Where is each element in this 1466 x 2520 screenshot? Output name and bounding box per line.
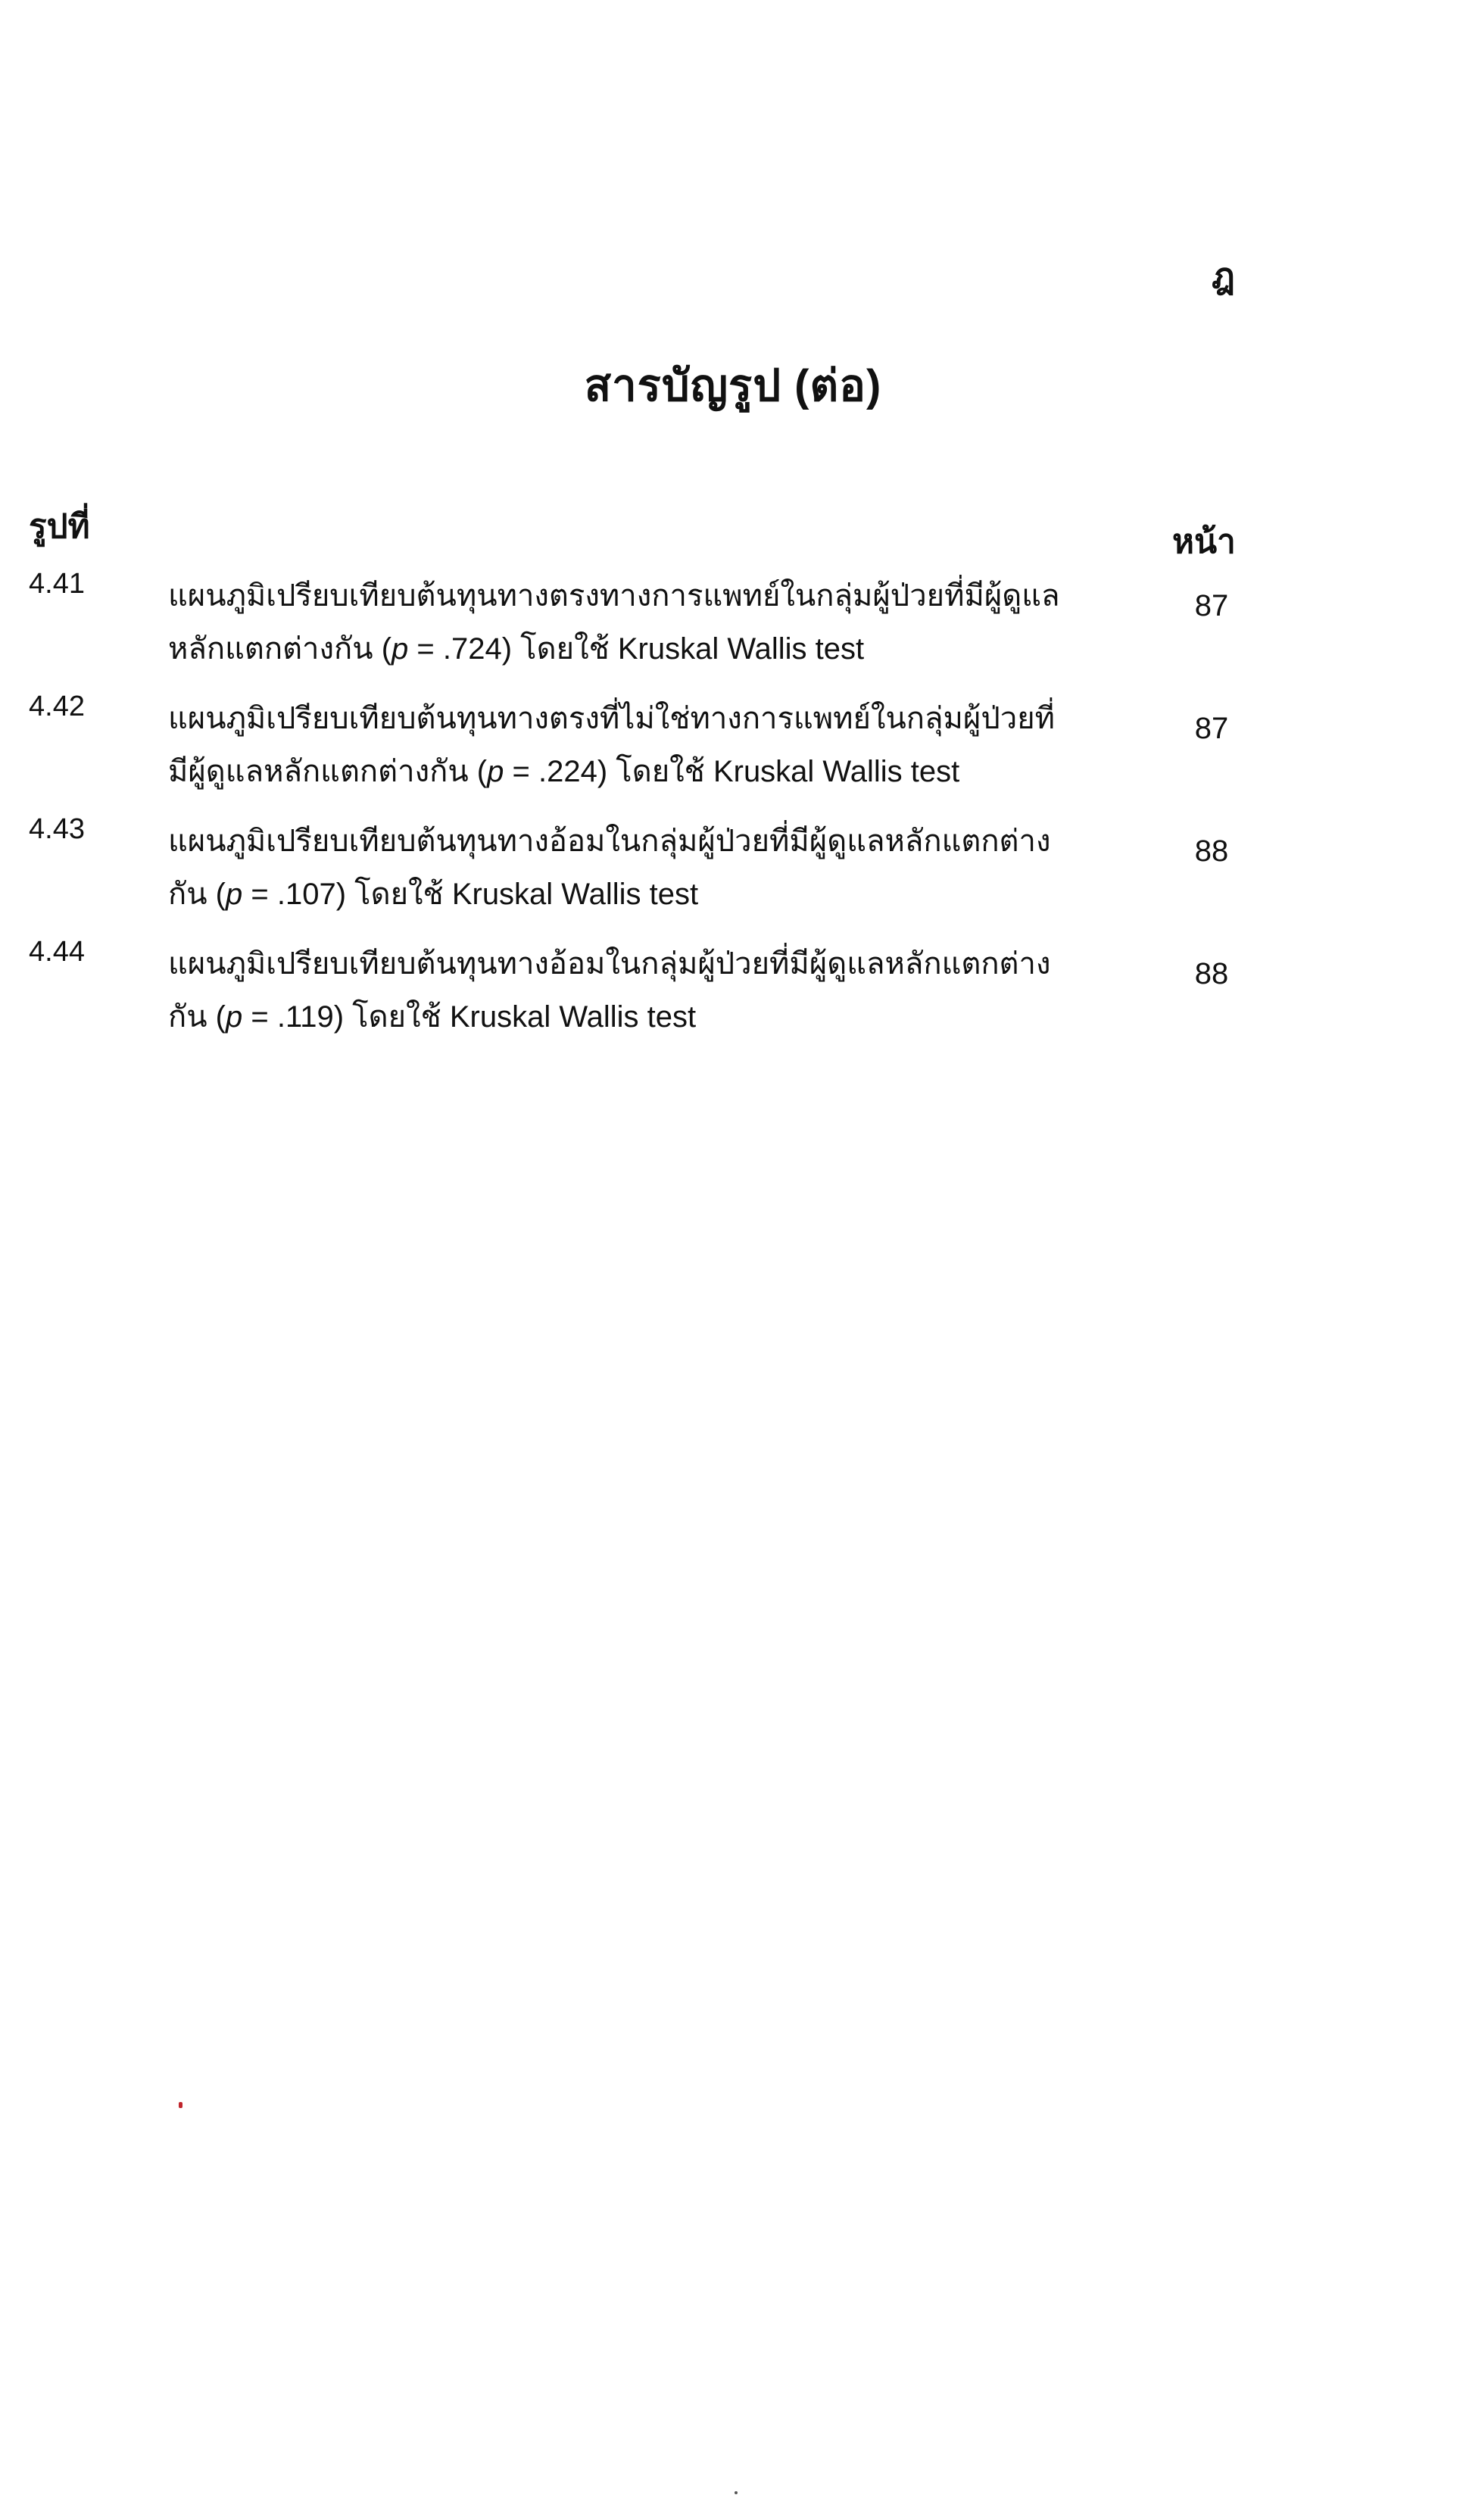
page-number: 87 [1194, 589, 1229, 622]
caption-line-1: แผนภูมิเปรียบเทียบต้นทุนทางอ้อมในกลุ่มผู้ป่วยที่มีผู้ดูแลหลักแตกต่าง [168, 825, 1051, 858]
p-symbol: p [226, 1000, 243, 1034]
p-symbol: p [226, 878, 243, 911]
toc-entry [0, 569, 1466, 692]
toc-entry [0, 692, 1466, 815]
caption-line-1: แผนภูมิเปรียบเทียบต้นทุนทางอ้อมในกลุ่มผู้ป่วยที่มีผู้ดูแลหลักแตกต่าง [168, 947, 1051, 981]
caption-line-2-end: = .119) โดยใช้ Kruskal Wallis test [242, 1000, 697, 1034]
figure-caption [168, 815, 1145, 921]
figure-caption [168, 937, 1145, 1043]
p-symbol: p [487, 755, 504, 788]
toc-entry [0, 937, 1466, 1060]
toc-entry [0, 815, 1466, 937]
page-title: สารบัญรูป (ต่อ) [584, 361, 882, 410]
caption-line-2-end: = .724) โดยใช้ Kruskal Wallis test [408, 632, 865, 666]
figure-number: 4.44 [29, 936, 85, 968]
caption-line-2-start: กัน ( [168, 878, 226, 911]
column-header-page: หน้า [1172, 523, 1236, 560]
scan-speck-gray [735, 2491, 738, 2494]
caption-line-1: แผนภูมิเปรียบเทียบต้นทุนทางตรงที่ไม่ใช่ทางการแพทย์ในกลุ่มผู้ป่วยที่ [168, 702, 1055, 735]
figure-caption [168, 692, 1145, 798]
figure-caption [168, 569, 1145, 675]
caption-line-2-start: หลักแตกต่างกัน ( [168, 632, 392, 666]
scan-speck-red [179, 2102, 182, 2108]
caption-line-2-end: = .107) โดยใช้ Kruskal Wallis test [242, 878, 699, 911]
caption-line-1: แผนภูมิเปรียบเทียบต้นทุนทางตรงทางการแพทย์ในกลุ่มผู้ป่วยที่มีผู้ดูแล [168, 579, 1060, 613]
toc-list [0, 569, 1466, 1060]
page-number: 87 [1194, 712, 1229, 745]
page-number: 88 [1194, 957, 1229, 990]
figure-number: 4.43 [29, 813, 85, 845]
column-header-figure: รูปที่ [29, 508, 90, 545]
caption-line-2-start: มีผู้ดูแลหลักแตกต่างกัน ( [168, 755, 488, 788]
caption-line-2-end: = .224) โดยใช้ Kruskal Wallis test [504, 755, 960, 788]
page-number: 88 [1194, 834, 1229, 868]
figure-number: 4.41 [29, 568, 85, 600]
figure-number: 4.42 [29, 691, 85, 722]
page-marker: ฎ [1212, 256, 1235, 295]
p-symbol: p [391, 632, 409, 666]
caption-line-2-start: กัน ( [168, 1000, 226, 1034]
